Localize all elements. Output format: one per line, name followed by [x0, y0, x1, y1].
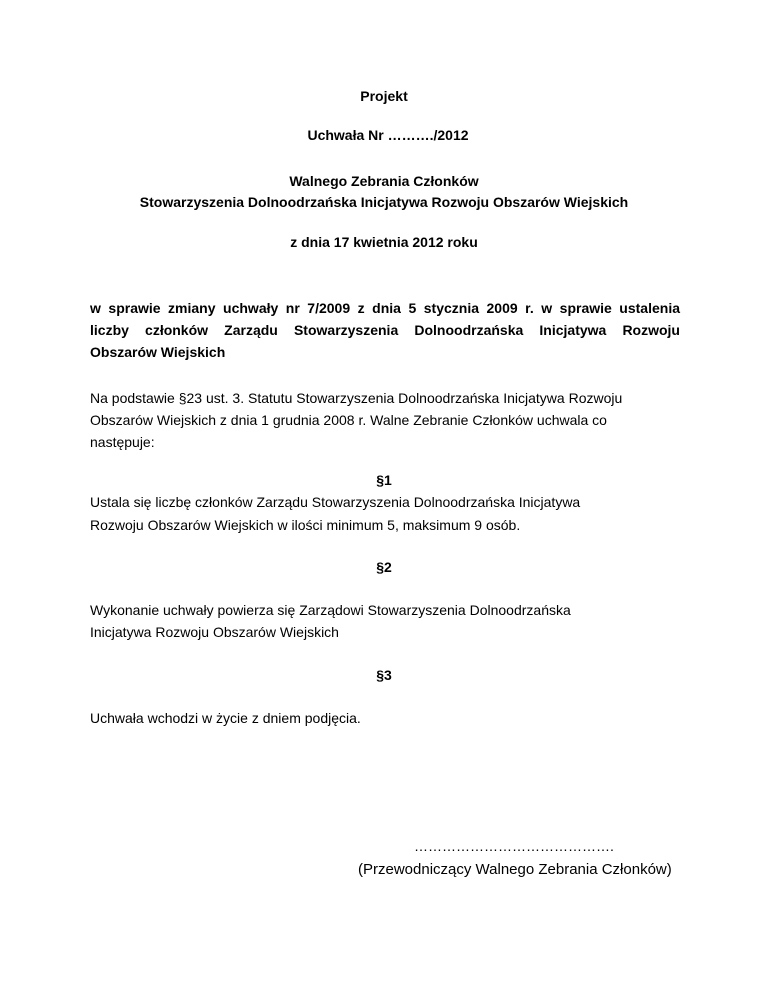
section-text-line: Wykonanie uchwały powierza się Zarządowi Stowarzyszenia Dolnoodrzańska — [90, 602, 571, 618]
subject-line: w sprawie zmiany uchwały nr 7/2009 z dnia 5 stycznia 2009 r. w sprawie ustalenia — [90, 300, 680, 316]
issuing-body: Walnego Zebrania Członków — [289, 173, 479, 189]
basis-line: następuje: — [90, 434, 155, 450]
resolution-date: z dnia 17 kwietnia 2012 roku — [290, 234, 478, 250]
basis-line: Obszarów Wiejskich z dnia 1 grudnia 2008 r. Walne Zebranie Członków uchwala co — [90, 412, 607, 428]
section-mark: §2 — [376, 559, 392, 575]
section-text-line: Inicjatywa Rozwoju Obszarów Wiejskich — [90, 624, 339, 640]
section-text-line: Ustala się liczbę członków Zarządu Stowarzyszenia Dolnoodrzańska Inicjatywa — [90, 494, 581, 510]
subject-line: Obszarów Wiejskich — [90, 344, 226, 360]
section-text-line: Rozwoju Obszarów Wiejskich w ilości minimum 5, maksimum 9 osób. — [90, 517, 521, 533]
signature-label: (Przewodniczący Walnego Zebrania Członków) — [358, 861, 672, 878]
resolution-number: Uchwała Nr ………./2012 — [307, 127, 469, 143]
signature-line: ……………………………………. — [414, 838, 614, 854]
association-name: Stowarzyszenia Dolnoodrzańska Inicjatywa Rozwoju Obszarów Wiejskich — [139, 194, 629, 210]
section-mark: §3 — [376, 667, 392, 683]
draft-label: Projekt — [360, 88, 408, 104]
subject-line: liczby członków Zarządu Stowarzyszenia Dolnoodrzańska Inicjatywa Rozwoju — [90, 322, 680, 338]
basis-line: Na podstawie §23 ust. 3. Statutu Stowarzyszenia Dolnoodrzańska Inicjatywa Rozwoju — [90, 390, 623, 406]
section-mark: §1 — [376, 472, 392, 488]
section-text-line: Uchwała wchodzi w życie z dniem podjęcia. — [90, 710, 361, 726]
